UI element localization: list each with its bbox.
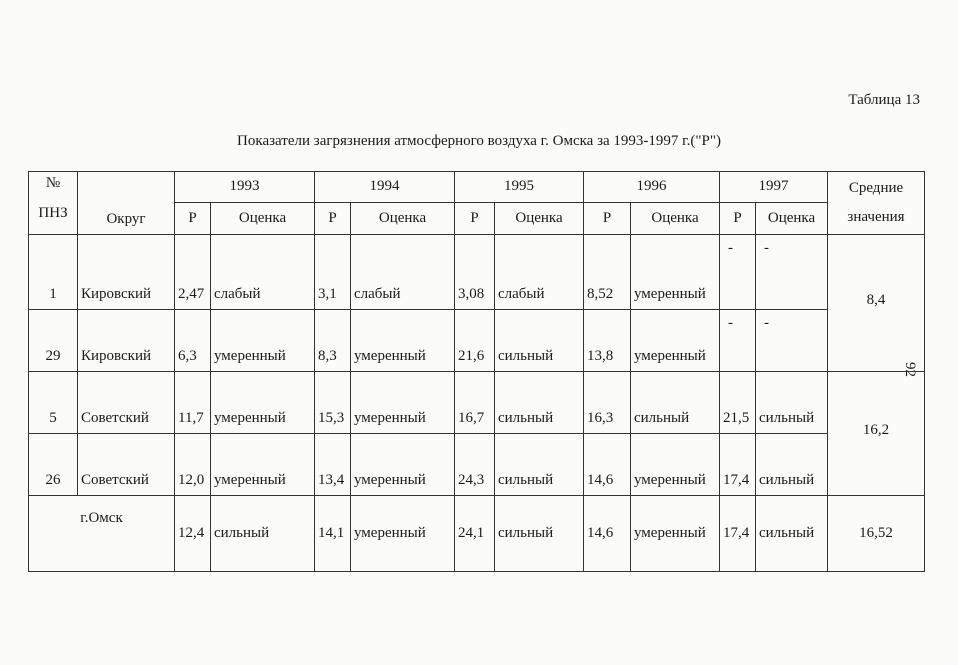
p-value: 13,4 (315, 434, 351, 496)
rating-value: умеренный (631, 310, 720, 372)
table-row (29, 372, 925, 434)
p-value: 3,08 (455, 235, 495, 310)
p-value: 24,3 (455, 434, 495, 496)
p-value: 15,3 (315, 372, 351, 434)
district-name: Советский (78, 434, 175, 496)
header-rating: Оценка (631, 203, 720, 235)
header-p: Р (455, 203, 495, 235)
header-p: Р (584, 203, 631, 235)
station-no: 29 (29, 310, 78, 372)
rating-value: умеренный (631, 496, 720, 572)
p-value: 3,1 (315, 235, 351, 310)
district-name: Кировский (78, 235, 175, 310)
header-average-line1: Средние (848, 180, 904, 197)
page-number: 92 (902, 362, 918, 377)
rating-value: умеренный (211, 310, 315, 372)
rating-value: сильный (495, 310, 584, 372)
header-year: 1993 (175, 172, 315, 203)
rating-value: сильный (756, 434, 828, 496)
header-rating: Оценка (756, 203, 828, 235)
p-value: 11,7 (175, 372, 211, 434)
rating-value: сильный (756, 372, 828, 434)
rating-value: умеренный (351, 372, 455, 434)
header-rating: Оценка (211, 203, 315, 235)
rating-value: умеренный (631, 235, 720, 310)
rating-value: слабый (211, 235, 315, 310)
station-no: 5 (29, 372, 78, 434)
rating-value: сильный (631, 372, 720, 434)
p-value: 17,4 (720, 496, 756, 572)
city-average: 16,52 (828, 496, 925, 572)
station-no: 1 (29, 235, 78, 310)
header-average-line2: значения (847, 208, 905, 225)
pollution-table (28, 171, 925, 572)
rating-value: слабый (351, 235, 455, 310)
p-value: - (720, 310, 756, 372)
p-value: 12,0 (175, 434, 211, 496)
p-value: 21,6 (455, 310, 495, 372)
rating-value: умеренный (211, 372, 315, 434)
station-no: 26 (29, 434, 78, 496)
rating-value: сильный (756, 496, 828, 572)
table-row (29, 310, 925, 372)
table-row (29, 434, 925, 496)
p-value: 14,1 (315, 496, 351, 572)
district-name: Советский (78, 372, 175, 434)
rating-value: сильный (211, 496, 315, 572)
p-value: 12,4 (175, 496, 211, 572)
p-value: 21,5 (720, 372, 756, 434)
table-caption: Таблица 13 (848, 92, 920, 108)
rating-value: - (756, 310, 828, 372)
average-value: 8,4 (828, 235, 925, 372)
p-value: 17,4 (720, 434, 756, 496)
table-title: Показатели загрязнения атмосферного воздуха г. Омска за 1993-1997 г.("Р") (237, 133, 721, 149)
header-year: 1995 (455, 172, 584, 203)
header-p: Р (315, 203, 351, 235)
header-year: 1996 (584, 172, 720, 203)
rating-value: сильный (495, 496, 584, 572)
p-value: 14,6 (584, 434, 631, 496)
rating-value: умеренный (351, 310, 455, 372)
city-label: г.Омск (29, 496, 175, 572)
rating-value: умеренный (351, 434, 455, 496)
p-value: 6,3 (175, 310, 211, 372)
city-total-row (29, 496, 925, 572)
rating-value: умеренный (211, 434, 315, 496)
header-average (828, 172, 925, 235)
p-value: 16,3 (584, 372, 631, 434)
header-no-line1: № (45, 175, 61, 191)
average-value: 16,2 (828, 372, 925, 496)
p-value: 8,3 (315, 310, 351, 372)
p-value: 13,8 (584, 310, 631, 372)
header-rating: Оценка (495, 203, 584, 235)
rating-value: сильный (495, 372, 584, 434)
p-value: 14,6 (584, 496, 631, 572)
rating-value: умеренный (631, 434, 720, 496)
p-value: - (720, 235, 756, 310)
p-value: 16,7 (455, 372, 495, 434)
p-value: 8,52 (584, 235, 631, 310)
p-value: 2,47 (175, 235, 211, 310)
rating-value: сильный (495, 434, 584, 496)
header-no-line2: ПНЗ (38, 205, 68, 222)
header-row-years (29, 172, 925, 203)
rating-value: - (756, 235, 828, 310)
header-year: 1994 (315, 172, 455, 203)
district-name: Кировский (78, 310, 175, 372)
header-district: Округ (78, 172, 175, 235)
header-rating: Оценка (351, 203, 455, 235)
header-year: 1997 (720, 172, 828, 203)
header-no (29, 172, 78, 235)
p-value: 24,1 (455, 496, 495, 572)
table-row (29, 235, 925, 310)
header-p: Р (720, 203, 756, 235)
rating-value: умеренный (351, 496, 455, 572)
rating-value: слабый (495, 235, 584, 310)
header-p: Р (175, 203, 211, 235)
